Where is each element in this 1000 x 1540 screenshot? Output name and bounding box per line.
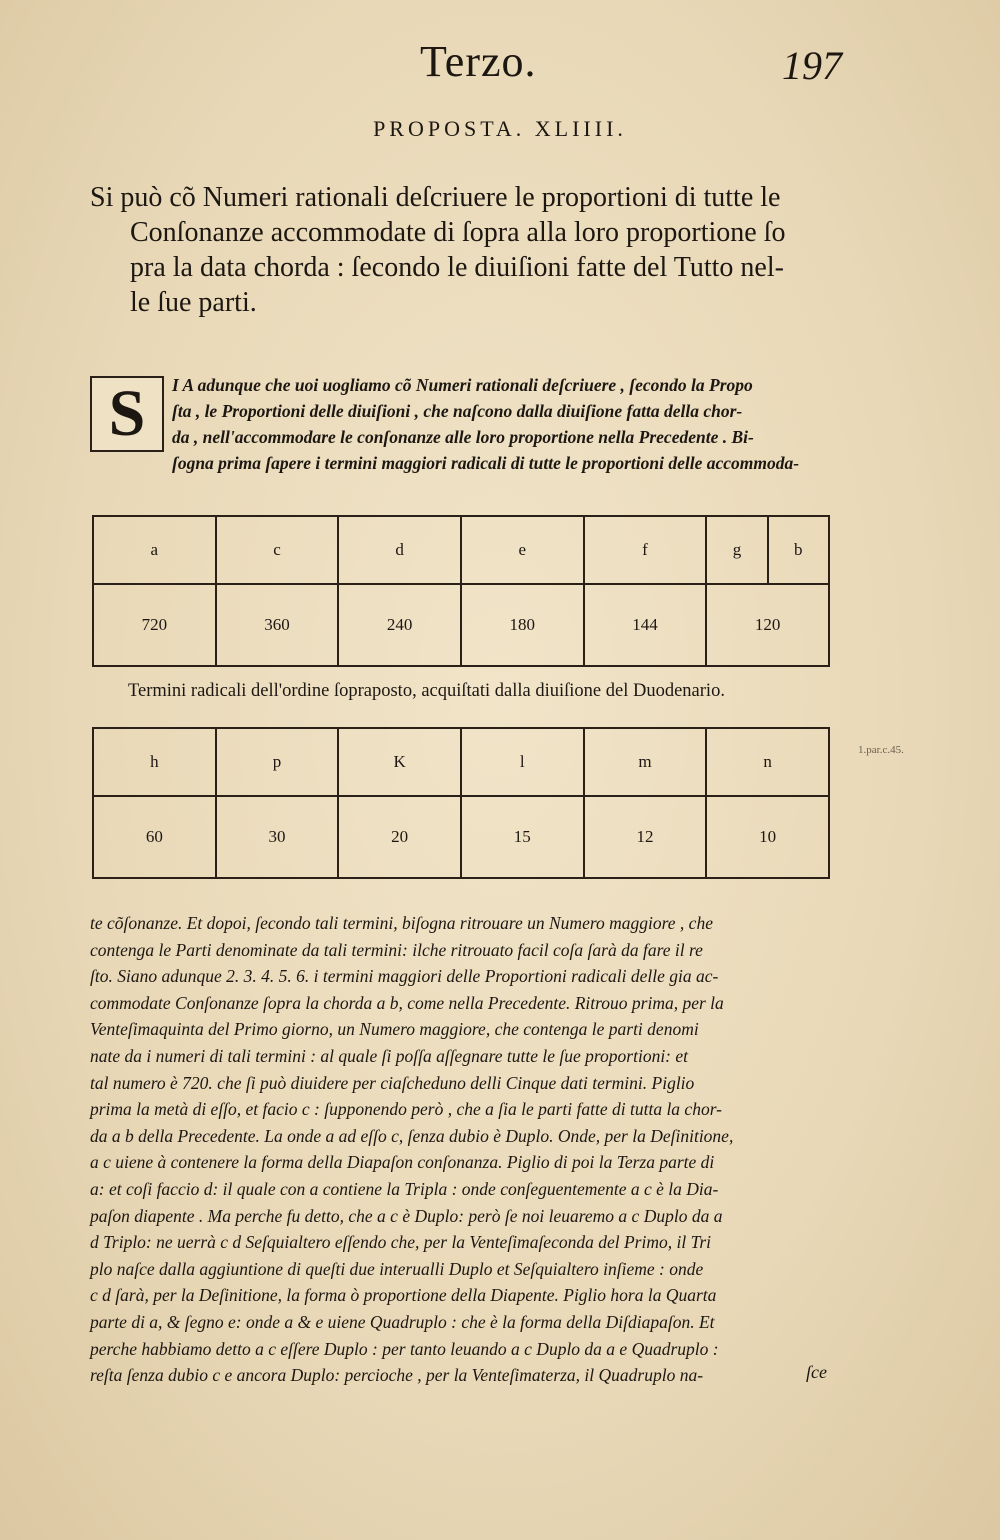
running-head [0,28,1000,98]
table-cell-label: e [461,516,584,584]
body-line: tal numero è 720. che ſi può diuidere per ciaſcheduno delli Cinque dati termini. Piglio [90,1072,695,1093]
proposition-heading: PROPOSTA. XLIIII. [373,116,627,141]
table-cell-value: 12 [584,796,707,878]
proposition-statement [90,180,850,320]
table-cell-value: 720 [93,584,216,666]
table-cell-label: c [216,516,339,584]
table-cell-label: g [706,516,767,584]
decorated-initial [90,376,164,452]
table-row [93,584,829,666]
statement-line: le ſue parti. [130,287,257,318]
table-cell-label: K [338,728,461,796]
table-cell-label: p [216,728,339,796]
table-cell-value: 144 [584,584,707,666]
intro-line: ſogna prima ſapere i termini maggiori radicali di tutte le proportioni delle accommoda- [172,453,800,473]
table-cell-label: m [584,728,707,796]
body-line: nate da i numeri di tali termini : al quale ſi poſſa aſſegnare tutte le ſue proportioni: et [90,1045,689,1066]
body-line: contenga le Parti denominate da tali termini: ilche ritrouato facil coſa ſarà da fare il re [90,939,703,960]
table-cell-value: 240 [338,584,461,666]
intro-paragraph [90,372,850,476]
table-cell-value: 15 [461,796,584,878]
intro-line: I A adunque che uoi uogliamo cõ Numeri rationali deſcriuere , ſecondo la Propo [172,375,753,395]
body-line: parte di a, & ſegno e: onde a & e uiene Quadruplo : che è la forma della Diſdiapaſon. Et [90,1311,715,1332]
page-number: 197 [782,43,842,88]
table-row [93,728,829,796]
body-line: reſta ſenza dubio c e ancora Duplo: percioche , per la Venteſimaterza, il Quadruplo na- [90,1365,704,1386]
table-cell-label: d [338,516,461,584]
catchword: ſce [806,1362,827,1382]
table-cell-value: 20 [338,796,461,878]
table-cell-label: n [706,728,829,796]
decorated-initial-letter: S [108,377,146,450]
table-cell-label: h [93,728,216,796]
running-head-title: Terzo. [420,37,537,86]
body-line: a c uiene à contenere la forma della Diapaſon conſonanza. Piglio di poi la Terza parte di [90,1152,715,1173]
statement-line: pra la data chorda : ſecondo le diuiſioni fatte del Tutto nel- [130,252,784,283]
table-cell-value: 10 [706,796,829,878]
body-line: Venteſimaquinta del Primo giorno, un Numero maggiore, che contenga le parti denomi [90,1019,699,1040]
body-line: paſon diapente . Ma perche fu detto, che a c è Duplo: però ſe noi leuaremo a c Duplo da a [90,1205,723,1226]
statement-line: Conſonanze accommodate di ſopra alla loro proportione ſo [130,217,786,248]
table-cell-value: 30 [216,796,339,878]
body-line: da a b della Precedente. La onde a ad eſſo c, ſenza dubio è Duplo. Onde, per la Deſinitione, [90,1125,734,1146]
body-line: commodate Conſonanze ſopra la chorda a b, come nella Precedente. Ritrouo prima, per la [90,992,724,1013]
body-line: c d ſarà, per la Deſinitione, la forma ò proportione della Diapente. Piglio hora la Quarta [90,1285,717,1306]
table-cell-value: 360 [216,584,339,666]
body-line: perche habbiamo detto a c eſſere Duplo : per tanto leuando a c Duplo da a e Quadruplo : [90,1338,719,1359]
table-cell-value: 60 [93,796,216,878]
margin-note: 1.par.c.45. [858,744,904,756]
table-caption: Termini radicali dell'ordine ſopraposto, acquiſtati dalla diuiſione del Duodenario. [128,681,725,701]
statement-line: Si può cõ Numeri rationali deſcriuere le proportioni di tutte le [90,182,781,213]
table-cell-label: b [768,516,829,584]
body-paragraph [90,910,850,1389]
body-line: plo naſce dalla aggiuntione di queſti due interualli Duplo et Seſquialtero inſieme : onde [90,1258,704,1279]
table-cell-label: f [584,516,707,584]
intro-line: da , nell'accommodare le conſonanze alle loro proportione nella Precedente . Bi- [172,427,754,447]
body-line: a: et coſi faccio d: il quale con a contiene la Tripla : onde conſeguentemente a c è la Dia- [90,1178,719,1199]
radical-terms-table-lower [92,727,830,879]
table-row [93,796,829,878]
body-line: te cõſonanze. Et dopoi, ſecondo tali termini, biſogna ritrouare un Numero maggiore , che [90,913,713,933]
table-cell-label: a [93,516,216,584]
body-line: ſto. Siano adunque 2. 3. 4. 5. 6. i termini maggiori delle Proportioni radicali delle gia ac- [90,966,719,987]
table-cell-label: l [461,728,584,796]
radical-terms-table-upper [92,515,830,667]
table-cell-value: 120 [706,584,829,666]
table-row [93,516,829,584]
body-line: prima la metà di eſſo, et facio c : ſupponendo però , che a ſia le parti fatte di tutta la chor- [90,1099,722,1120]
intro-line: ſta , le Proportioni delle diuiſioni , che naſcono dalla diuiſione fatta della chor- [172,401,743,421]
table-cell-value: 180 [461,584,584,666]
body-line: d Triplo: ne uerrà c d Seſquialtero eſſendo che, per la Venteſimaſeconda del Primo, il Tri [90,1232,712,1253]
